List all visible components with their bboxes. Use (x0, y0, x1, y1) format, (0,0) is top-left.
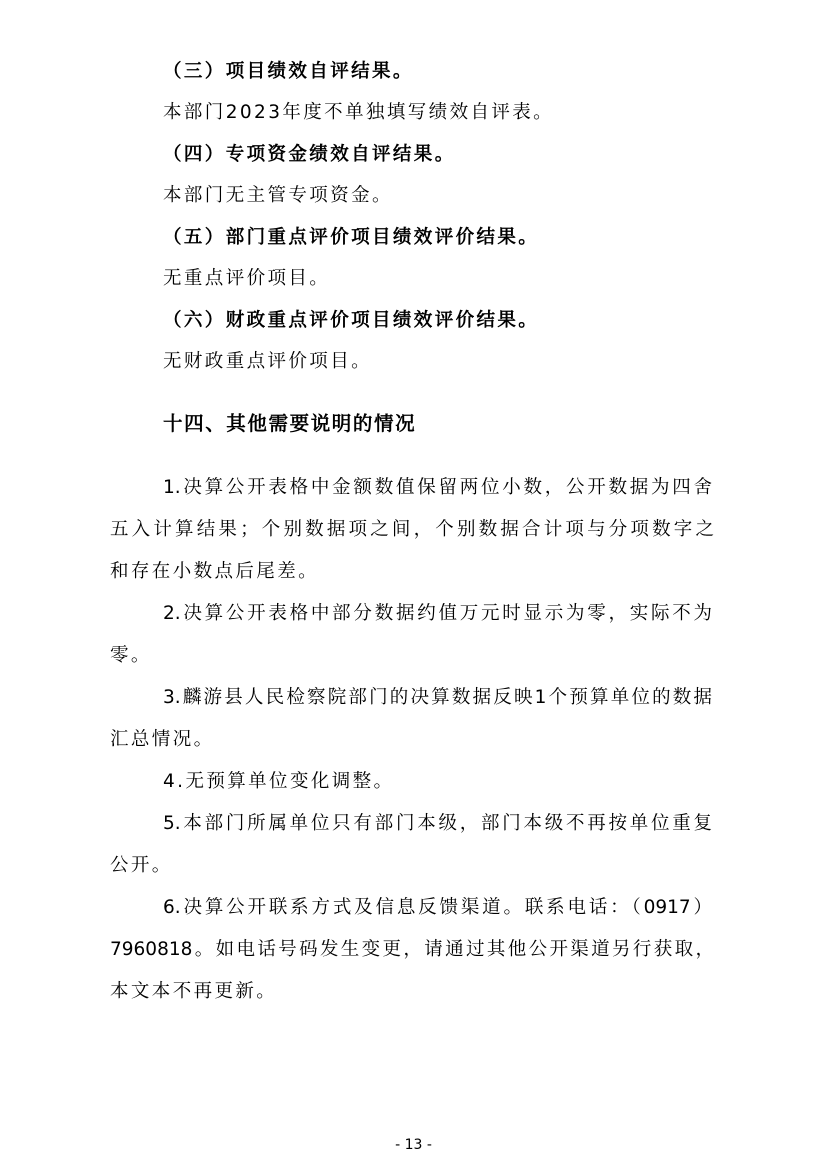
item-6-line-3: 本文本不再更新。 (110, 981, 278, 1002)
section-3-heading: （三）项目绩效自评结果。 (163, 61, 414, 82)
section-6-body: 无财政重点评价项目。 (163, 351, 373, 372)
item-3-line-1: 3.麟游县人民检察院部门的决算数据反映1个预算单位的数据 (163, 687, 712, 708)
item-1-line-3: 和存在小数点后尾差。 (110, 561, 320, 582)
item-6-line-1: 6.决算公开联系方式及信息反馈渠道。联系电话：（0917） (163, 897, 712, 918)
section-3-body: 本部门2023年度不单独填写绩效自评表。 (163, 102, 555, 123)
section-4-body: 本部门无主管专项资金。 (163, 185, 393, 206)
chapter-14-title: 十四、其他需要说明的情况 (163, 412, 417, 435)
item-4-line-1: 4.无预算单位变化调整。 (163, 771, 395, 792)
section-5-heading: （五）部门重点评价项目绩效评价结果。 (163, 227, 540, 248)
item-1-line-2: 五入计算结果；个别数据项之间，个别数据合计项与分项数字之 (110, 519, 714, 540)
section-4-heading: （四）专项资金绩效自评结果。 (163, 144, 456, 165)
item-1-line-1: 1.决算公开表格中金额数值保留两位小数，公开数据为四舍 (163, 477, 712, 498)
section-6-heading: （六）财政重点评价项目绩效评价结果。 (163, 310, 540, 331)
section-5-body: 无重点评价项目。 (163, 268, 331, 289)
item-2-line-1: 2.决算公开表格中部分数据约值万元时显示为零，实际不为 (163, 603, 712, 624)
item-6-line-2: 7960818。如电话号码发生变更，请通过其他公开渠道另行获取， (110, 939, 714, 960)
item-5-line-1: 5.本部门所属单位只有部门本级，部门本级不再按单位重复 (163, 813, 712, 834)
page-number: - 13 - (395, 1137, 432, 1153)
item-5-line-2: 公开。 (110, 855, 173, 876)
item-3-line-2: 汇总情况。 (110, 729, 215, 750)
item-2-line-2: 零。 (110, 645, 152, 666)
